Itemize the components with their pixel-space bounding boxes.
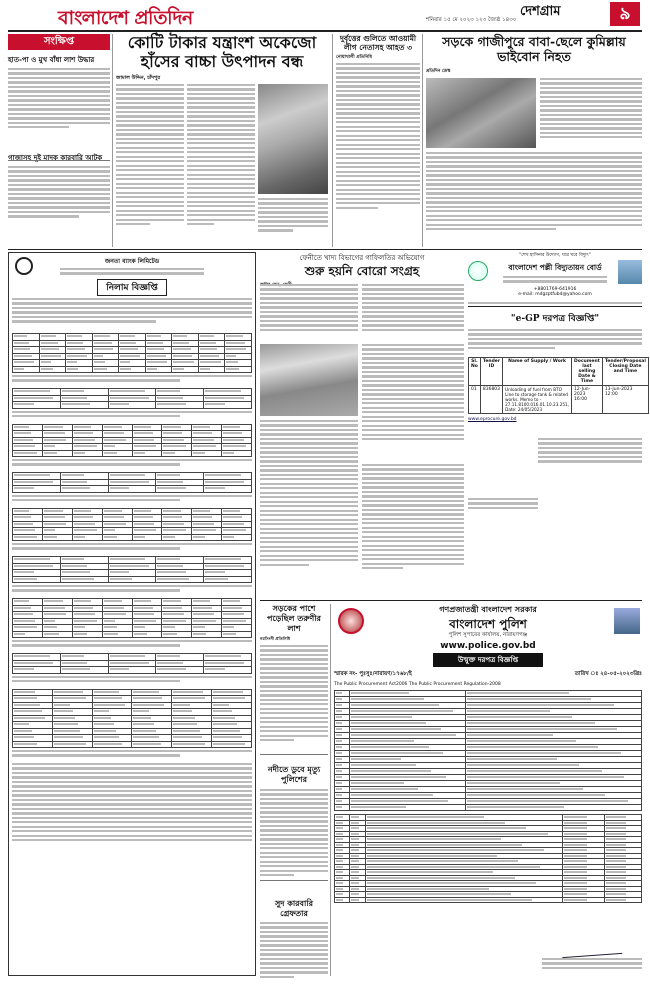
bank-schedule-cell: [225, 366, 252, 373]
bank-schedule-cell: [162, 631, 192, 638]
bank-schedule-cell: [132, 450, 162, 457]
logo: [58, 4, 208, 28]
short-2-title: গাজাসহ দুই মাদক কারবারি আটক: [8, 154, 103, 162]
bank-schedule-note: [12, 375, 252, 385]
reb-phone: +8801769-641916: [533, 287, 577, 292]
lead-photo: [258, 84, 328, 194]
police-portrait: [614, 608, 640, 634]
story-boro: [260, 252, 464, 598]
police-gov-logo: [338, 608, 364, 634]
egp-cell-id: 836803: [480, 386, 502, 414]
police-signature: [562, 946, 622, 958]
egp-th-id: Tender ID: [480, 358, 502, 386]
police-lot-cell: [563, 897, 604, 903]
bank-schedule-block: [12, 333, 252, 373]
gazipur-photo: [426, 78, 536, 148]
egp-cell-close: 13-Jun-2023 12:00: [602, 386, 648, 414]
awami-body: [336, 63, 420, 233]
bank-schedule-cell: [66, 366, 93, 373]
awami-byline: নোয়াখালী প্রতিনিধি: [336, 55, 373, 60]
reb-logo: [468, 261, 488, 281]
police-office: পুলিশ সুপারের কার্যালয়, নারায়ণগঞ্জ: [448, 632, 528, 638]
bank-schedule-cell: [42, 534, 72, 541]
bank-schedule-cell: [119, 366, 146, 373]
bank-schedule-cell: [42, 450, 72, 457]
bank-schedule-cell: [13, 366, 40, 373]
gazipur-body-top: [540, 78, 642, 150]
police-table-cell: [465, 805, 641, 811]
egp-cell-sl: 01: [469, 386, 481, 414]
police-gov: গণপ্রজাতন্ত্রী বাংলাদেশ সরকার: [439, 605, 537, 614]
bank-schedule-cell: [108, 486, 156, 493]
police-ref: স্মারক নং- পুঃসুঃ/নারায়ণ/১৭৬৮/ই: [334, 671, 412, 677]
bank-schedule-cell: [156, 576, 204, 583]
egp-th-close: Tender/Proposal Closing Date and Time: [602, 358, 648, 386]
lead-body-col3: [258, 198, 328, 242]
egp-cell-sell: 12-Jun-2023 16:00: [572, 386, 603, 414]
bank-schedule-cell: [60, 486, 108, 493]
masthead: [0, 0, 650, 30]
soodh-body: [260, 922, 328, 984]
boro-headline: শুরু হয়নি বোরো সংগ্রহ: [304, 264, 420, 278]
bank-schedule-cell: [204, 402, 252, 409]
shorts-column: [8, 34, 110, 247]
bank-schedule-cell: [156, 402, 204, 409]
bank-schedule-cell: [108, 667, 156, 674]
bank-schedule-cell: [192, 534, 222, 541]
boro-photo: [260, 344, 358, 416]
bank-schedule-cell: [162, 450, 192, 457]
police-table-cell: [349, 805, 465, 811]
bank-schedule-cell: [92, 366, 119, 373]
egp-intro: [468, 329, 642, 355]
story-awami: [336, 34, 420, 247]
drown-headline: নদীতে ডুবে মৃত্যু পুলিশের: [267, 765, 321, 784]
lead-body-col2: [187, 84, 255, 242]
awami-headline: দুর্বৃত্তের গুলিতে আওয়ামী লীগ নেতাসহ আহত ৩: [339, 34, 417, 52]
reb-name: বাংলাদেশ পল্লী বিদ্যুতায়ন বোর্ড: [508, 263, 602, 272]
bank-schedule-cell: [222, 450, 252, 457]
bank-schedule-cell: [204, 667, 252, 674]
egp-footer: [538, 438, 642, 496]
bank-schedule-cell: [132, 631, 162, 638]
road-body: [260, 645, 328, 759]
bank-schedule-cell: [60, 576, 108, 583]
bank-schedule-note: [12, 585, 252, 595]
bank-logo: [15, 257, 33, 275]
short-1-title: হাত-পা ও মুখ বাঁধা লাশ উদ্ধার: [8, 56, 95, 64]
drown-body: [260, 789, 328, 893]
masthead-rule: [8, 30, 642, 32]
police-lot-cell: [604, 897, 641, 903]
bank-schedule-cell: [13, 576, 61, 583]
bank-schedule-cell: [52, 741, 92, 748]
lead-headline-1: কোটি টাকার যন্ত্রাংশ অকেজো: [127, 33, 317, 52]
logo-text: বাংলাদেশ প্রতিদিন: [58, 7, 193, 29]
boro-body-col4: [260, 420, 358, 596]
soodh-headline: সুদ কারবারি গ্রেফতার: [274, 899, 314, 918]
bank-schedule-cell: [72, 631, 102, 638]
section-name: দেশগ্রাম: [520, 4, 561, 19]
bank-schedule-cell: [102, 631, 132, 638]
bank-schedule-note: [12, 640, 252, 650]
bank-schedule-block: [12, 689, 252, 749]
reb-egp-ad: [468, 252, 646, 598]
boro-body-col2: [362, 284, 464, 340]
gazipur-headline: সড়কে গাজীপুরে বাবা-ছেলে কুমিল্লায় ভাইবোন নিহত: [442, 34, 626, 64]
short-2-body: [8, 166, 110, 238]
bank-schedule-cell: [72, 534, 102, 541]
bank-schedule-tables: [12, 333, 252, 859]
bank-schedule-note: [12, 750, 252, 760]
date-line: শনিবার ১৫ মে ২০২৩ ১২৩ জ্যৈষ্ঠ ১৪৩০: [426, 17, 517, 23]
egp-url[interactable]: www.eprocure.gov.bd: [468, 417, 517, 422]
lead-headline-2: হাঁসের বাচ্চা উৎপাদন বন্ধ: [140, 52, 304, 71]
bank-schedule-cell: [13, 667, 61, 674]
bank-schedule-cell: [108, 402, 156, 409]
bank-schedule-note: [12, 495, 252, 505]
reb-email: e-mail: mdgzptfubd@yahoo.com: [518, 292, 592, 297]
bank-schedule-cell: [212, 741, 252, 748]
bank-schedule-cell: [192, 631, 222, 638]
bank-schedule-block: [12, 653, 252, 674]
bank-schedule-cell: [13, 486, 61, 493]
bank-schedule-cell: [172, 741, 212, 748]
police-notice: উন্মুক্ত দরপত্র বিজ্ঞপ্তি: [433, 653, 543, 667]
bank-schedule-cell: [13, 402, 61, 409]
reb-slogan: "শেখ হাসিনার উদ্যোগ, ঘরে ঘরে বিদ্যুৎ": [519, 253, 591, 258]
bank-name: জনতা ব্যাংক লিমিটেড: [104, 258, 160, 265]
bank-schedule-cell: [102, 450, 132, 457]
bank-schedule-cell: [222, 534, 252, 541]
lead-byline: জামাল উদ্দিন, চাঁদপুর: [116, 75, 161, 81]
police-lot-cell: [349, 897, 366, 903]
police-tender-ad: [334, 604, 642, 976]
bank-schedule-cell: [13, 741, 53, 748]
story-gazipur: [426, 34, 642, 247]
bank-auction-ad: [8, 252, 256, 976]
section-tag: সংক্ষিপ্ত: [8, 34, 110, 50]
lower-center-column: [260, 604, 328, 976]
bank-schedule-cell: [92, 741, 132, 748]
bank-terms: [12, 763, 252, 859]
bank-schedule-block: [12, 424, 252, 458]
bank-schedule-cell: [72, 450, 102, 457]
boro-kicker: ফেনীতে খাদ্য বিভাগের গাফিলতির অভিযোগ: [299, 254, 425, 262]
egp-cell-name: Unloading of fuel from BTO Line to storage tank & related works. Memo to - 27.11.8100.016.01.10.23.251, Date: 24/05/2023: [503, 386, 572, 414]
egp-title: "e-GP দরপত্র বিজ্ঞপ্তি": [510, 314, 600, 324]
police-table-cell: [335, 805, 350, 811]
police-lot-cell: [366, 897, 563, 903]
gazipur-body-bottom: [426, 152, 642, 244]
gazipur-byline: প্রতিদিন ডেস্ক: [426, 69, 451, 74]
egp-th-name: Name of Supply / Work: [503, 358, 572, 386]
boro-body-col5: [362, 464, 464, 596]
bank-schedule-note: [12, 411, 252, 421]
bank-intro: [12, 298, 252, 330]
short-1-body: [8, 68, 110, 146]
bank-schedule-note: [12, 543, 252, 553]
page-number-badge: ৯: [610, 2, 640, 26]
bank-schedule-cell: [156, 486, 204, 493]
boro-body-col3: [362, 344, 464, 460]
top-section-divider: [8, 249, 642, 250]
reb-portrait: [618, 260, 642, 284]
boro-body-col1: [260, 284, 358, 340]
bank-schedule-block: [12, 556, 252, 583]
bank-schedule-cell: [204, 576, 252, 583]
police-web[interactable]: www.police.gov.bd: [440, 641, 536, 651]
police-tender-table: [334, 690, 642, 903]
bank-schedule-cell: [145, 366, 172, 373]
lead-story: [116, 34, 328, 247]
police-act: The Public Procurement Act2006 The Public Procurement Regulation-2008: [334, 682, 501, 687]
bank-schedule-block: [12, 508, 252, 542]
road-headline: সড়কের পাশে পড়েছিল তরুণীর লাশ: [267, 604, 321, 633]
egp-th-sl: Sl. No: [469, 358, 481, 386]
egp-memo: [468, 498, 538, 518]
lead-body-col1: [116, 84, 184, 242]
bank-schedule-cell: [39, 366, 66, 373]
egp-table: [468, 357, 649, 414]
bank-schedule-cell: [162, 534, 192, 541]
bank-schedule-block: [12, 598, 252, 638]
police-org: বাংলাদেশ পুলিশ: [449, 617, 527, 631]
bank-schedule-cell: [156, 667, 204, 674]
bank-schedule-cell: [102, 534, 132, 541]
road-byline: নরসিংদী প্রতিনিধি: [260, 636, 291, 641]
bank-schedule-note: [12, 676, 252, 686]
bank-schedule-cell: [60, 667, 108, 674]
bank-schedule-cell: [192, 450, 222, 457]
bank-schedule-cell: [60, 402, 108, 409]
bank-schedule-cell: [222, 631, 252, 638]
bank-schedule-cell: [42, 631, 72, 638]
bank-schedule-note: [12, 459, 252, 469]
police-date: তারিখ ঃ ২৪-০৫-২০২৩খ্রিঃ: [574, 671, 642, 677]
bank-schedule-cell: [198, 366, 225, 373]
bank-schedule-block: [12, 472, 252, 493]
bank-schedule-cell: [13, 534, 43, 541]
bank-schedule-cell: [13, 450, 43, 457]
bank-schedule-cell: [172, 366, 199, 373]
bank-schedule-cell: [132, 741, 172, 748]
bank-schedule-cell: [132, 534, 162, 541]
bank-schedule-cell: [108, 576, 156, 583]
bank-notice-title: নিলাম বিজ্ঞপ্তি: [97, 279, 167, 296]
bank-schedule-cell: [204, 486, 252, 493]
police-sign-block: [542, 958, 642, 976]
bank-schedule-block: [12, 388, 252, 409]
egp-th-sell: Document last selling Date & Time: [572, 358, 603, 386]
bank-schedule-cell: [13, 631, 43, 638]
police-lot-cell: [335, 897, 350, 903]
